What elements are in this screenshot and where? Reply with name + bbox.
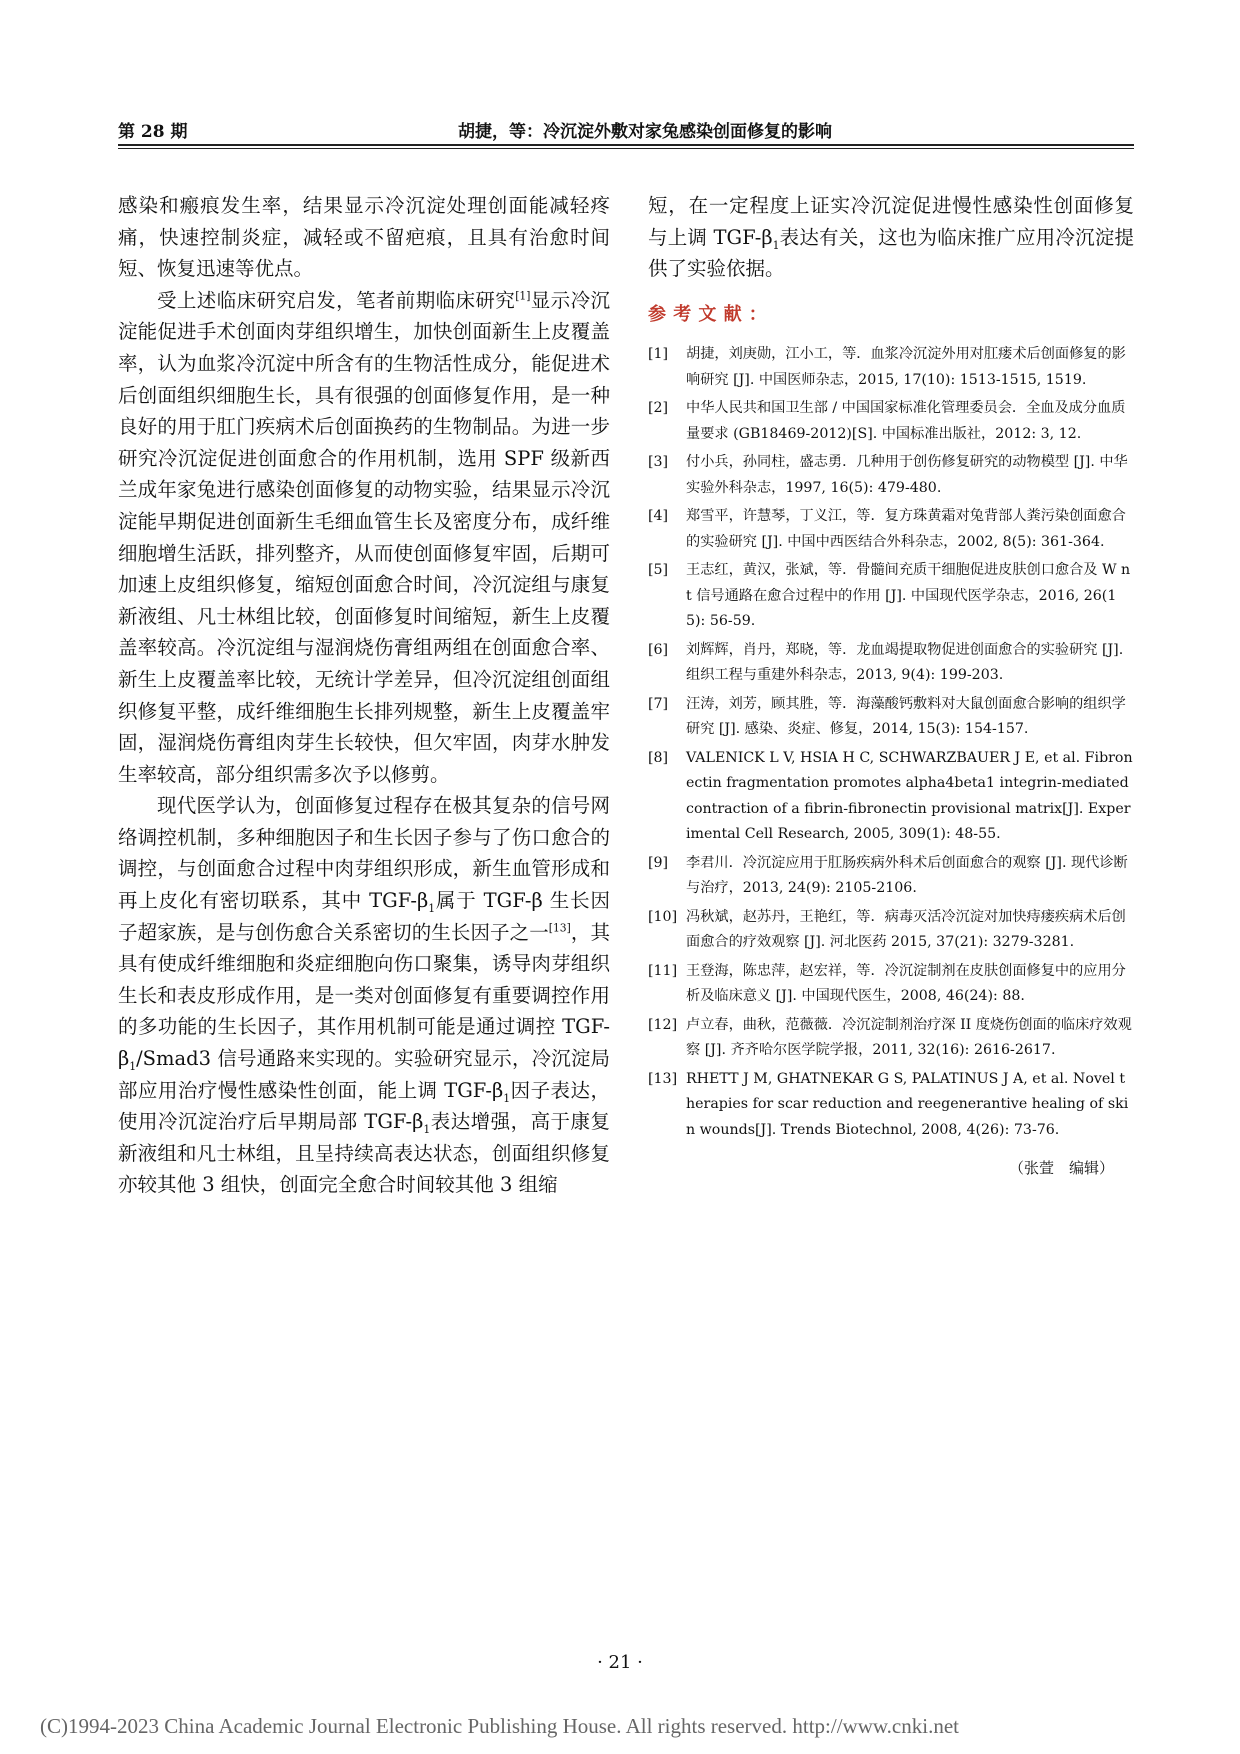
reference-item bbox=[648, 504, 1134, 555]
paragraph: 短，在一定程度上证实冷沉淀促进慢性感染性创面修复与上调 TGF-$\beta_1$表达有关，这也为临床推广应用冷沉淀提供了实验依据。 bbox=[648, 194, 1134, 281]
citation: [13] bbox=[548, 921, 571, 935]
running-title: 胡捷，等：冷沉淀外敷对家兔感染创面修复的影响 bbox=[458, 122, 832, 142]
reference-text: VALENICK L V, HSIA H C, SCHWARZBAUER J E, et al. Fibronectin fragmentation promotes alpha4beta1 integrin-mediated contraction of a fibrin-fibronectin provisional matrix[J]. Experimental Cell Research, 2005, 309(1): 48-55. bbox=[686, 749, 1133, 843]
editor-note: （张萱 编辑） bbox=[1008, 1159, 1114, 1178]
reference-item bbox=[648, 905, 1134, 956]
reference-number: [13] bbox=[648, 1070, 678, 1087]
reference-text: 卢立春，曲秋，范薇薇．冷沉淀制剂治疗深 II 度烧伤创面的临床疗效观察 [J]. 齐齐哈尔医学院学报，2011, 32(16): 2616-2617. bbox=[686, 1016, 1132, 1059]
reference-number: [9] bbox=[648, 854, 669, 871]
reference-text: 中华人民共和国卫生部 / 中国国家标准化管理委员会．全血及成分血质量要求 (GB18469-2012)[S]. 中国标准出版社，2012: 3, 12. bbox=[686, 400, 1126, 442]
reference-number: [12] bbox=[648, 1016, 678, 1033]
paragraph: 感染和瘢痕发生率，结果显示冷沉淀处理创面能减轻疼痛，快速控制炎症，减轻或不留疤痕，且具有治愈时间短、恢复迅速等优点。 bbox=[118, 194, 610, 281]
reference-number: [4] bbox=[648, 508, 669, 525]
reference-text: 王登海，陈忠萍，赵宏祥，等．冷沉淀制剂在皮肤创面修复中的应用分析及临床意义 [J]. 中国现代医生，2008, 46(24): 88. bbox=[686, 962, 1126, 1005]
right-column bbox=[648, 190, 1134, 1185]
reference-item bbox=[648, 558, 1134, 635]
reference-item bbox=[648, 959, 1134, 1010]
reference-text: 刘辉辉，肖丹，郑晓，等．龙血竭提取物促进创面愈合的实验研究 [J]. 组织工程与重建外科杂志，2013, 9(4): 199-203. bbox=[686, 641, 1124, 684]
running-header bbox=[118, 117, 1134, 145]
citation: [1] bbox=[515, 289, 531, 303]
reference-number: [7] bbox=[648, 695, 669, 712]
reference-list bbox=[648, 342, 1134, 1143]
reference-text: 汪涛，刘芳，顾其胜，等．海藻酸钙敷料对大鼠创面愈合影响的组织学研究 [J]. 感染、炎症、修复，2014, 15(3): 154-157. bbox=[686, 695, 1126, 738]
reference-number: [10] bbox=[648, 908, 678, 925]
issue-label: 第 28 期 bbox=[118, 122, 188, 142]
reference-text: 付小兵，孙同柱，盛志勇．几种用于创伤修复研究的动物模型 [J]. 中华实验外科杂志，1997, 16(5): 479-480. bbox=[686, 454, 1128, 496]
reference-item bbox=[648, 638, 1134, 689]
reference-number: [2] bbox=[648, 400, 669, 417]
reference-item bbox=[648, 851, 1134, 902]
reference-text: 胡捷，刘庚勋，江小工，等．血浆冷沉淀外用对肛瘘术后创面修复的影响研究 [J]. 中国医师杂志，2015, 17(10): 1513-1515, 1519. bbox=[686, 346, 1126, 388]
reference-number: [3] bbox=[648, 454, 669, 471]
paragraph: 现代医学认为，创面修复过程存在极其复杂的信号网络调控机制，多种细胞因子和生长因子参与了伤口愈合的调控，与创面愈合过程中肉芽组织形成，新生血管形成和再上皮化有密切联系，其中 TGF-$\beta_1$属于 TGF-β 生长因子超家族，是与创伤愈合关系密切的生长因子之一[13]，其具有使成纤维细胞和炎症细胞向伤口聚集，诱导肉芽组织生长和表皮形成作用，是一类对创面修复有重要调控作用的多功能的生长因子，其作用机制可能是通过调控 TGF-$\beta_1/Smad3$ 信号通路来实现的。实验研究显示，冷沉淀局部应用治疗慢性感染性创面，能上调 TGF-$\beta_1$因子表达，使用冷沉淀治疗后早期局部 TGF-$\beta_1$表达增强，高于康复新液组和凡士林组，且呈持续高表达状态，创面组织修复亦较其他 3 组快，创面完全愈合时间较其他 3 组缩 bbox=[118, 794, 610, 1197]
reference-item bbox=[648, 692, 1134, 743]
reference-item bbox=[648, 746, 1134, 848]
header-rule-thin bbox=[118, 148, 1134, 149]
reference-number: [5] bbox=[648, 562, 669, 579]
references-heading: 参考文献： bbox=[648, 303, 774, 325]
copyright-line: (C)1994-2023 China Academic Journal Electronic Publishing House. All rights reserved. http://www.cnki.net bbox=[40, 1714, 959, 1738]
reference-text: 王志红，黄汉，张斌，等．骨髓间充质干细胞促进皮肤创口愈合及 W nt 信号通路在愈合过程中的作用 [J]. 中国现代医学杂志，2016, 26(15): 56-59. bbox=[686, 562, 1131, 630]
reference-item bbox=[648, 450, 1134, 501]
reference-number: [6] bbox=[648, 641, 669, 658]
left-column bbox=[118, 190, 610, 1201]
reference-text: 郑雪平，许慧琴，丁义江，等．复方珠黄霜对兔背部人粪污染创面愈合的实验研究 [J]. 中国中西医结合外科杂志，2002, 8(5): 361-364. bbox=[686, 508, 1126, 550]
page-number: · 21 · bbox=[597, 1652, 643, 1673]
reference-item bbox=[648, 396, 1134, 447]
reference-item bbox=[648, 1013, 1134, 1064]
reference-number: [11] bbox=[648, 962, 678, 979]
reference-text: 李君川．冷沉淀应用于肛肠疾病外科术后创面愈合的观察 [J]. 现代诊断与治疗，2013, 24(9): 2105-2106. bbox=[686, 854, 1128, 897]
reference-number: [1] bbox=[648, 346, 669, 363]
reference-item bbox=[648, 342, 1134, 393]
reference-number: [8] bbox=[648, 749, 669, 766]
reference-text: RHETT J M, GHATNEKAR G S, PALATINUS J A, et al. Novel therapies for scar reduction and reegenerantive healing of skin wounds[J]. Trends Biotechnol, 2008, 4(26): 73-76. bbox=[686, 1070, 1129, 1138]
reference-text: 冯秋斌，赵苏丹，王艳红，等．病毒灭活冷沉淀对加快痔瘘疾病术后创面愈合的疗效观察 [J]. 河北医药 2015, 37(21): 3279-3281. bbox=[686, 908, 1126, 951]
paragraph: 受上述临床研究启发，笔者前期临床研究[1]显示冷沉淀能促进手术创面肉芽组织增生，加快创面新生上皮覆盖率，认为血浆冷沉淀中所含有的生物活性成分，能促进术后创面组织细胞生长，具有很强的创面修复作用，是一种良好的用于肛门疾病术后创面换药的生物制品。为进一步研究冷沉淀促进创面愈合的作用机制，选用 SPF 级新西兰成年家兔进行感染创面修复的动物实验，结果显示冷沉淀能早期促进创面新生毛细血管生长及密度分布，成纤维细胞增生活跃，排列整齐，从而使创面修复牢固，后期可加速上皮组织修复，缩短创面愈合时间，冷沉淀组与康复新液组、凡士林组比较，创面修复时间缩短，新生上皮覆盖率较高。冷沉淀组与湿润烧伤膏组两组在创面愈合率、新生上皮覆盖率比较，无统计学差异，但冷沉淀组创面组织修复平整，成纤维细胞生长排列规整，新生上皮覆盖牢固，湿润烧伤膏组肉芽生长较快，但欠牢固，肉芽水肿发生率较高，部分组织需多次予以修剪。 bbox=[118, 288, 610, 786]
reference-item bbox=[648, 1067, 1134, 1144]
header-rule bbox=[118, 144, 1134, 146]
